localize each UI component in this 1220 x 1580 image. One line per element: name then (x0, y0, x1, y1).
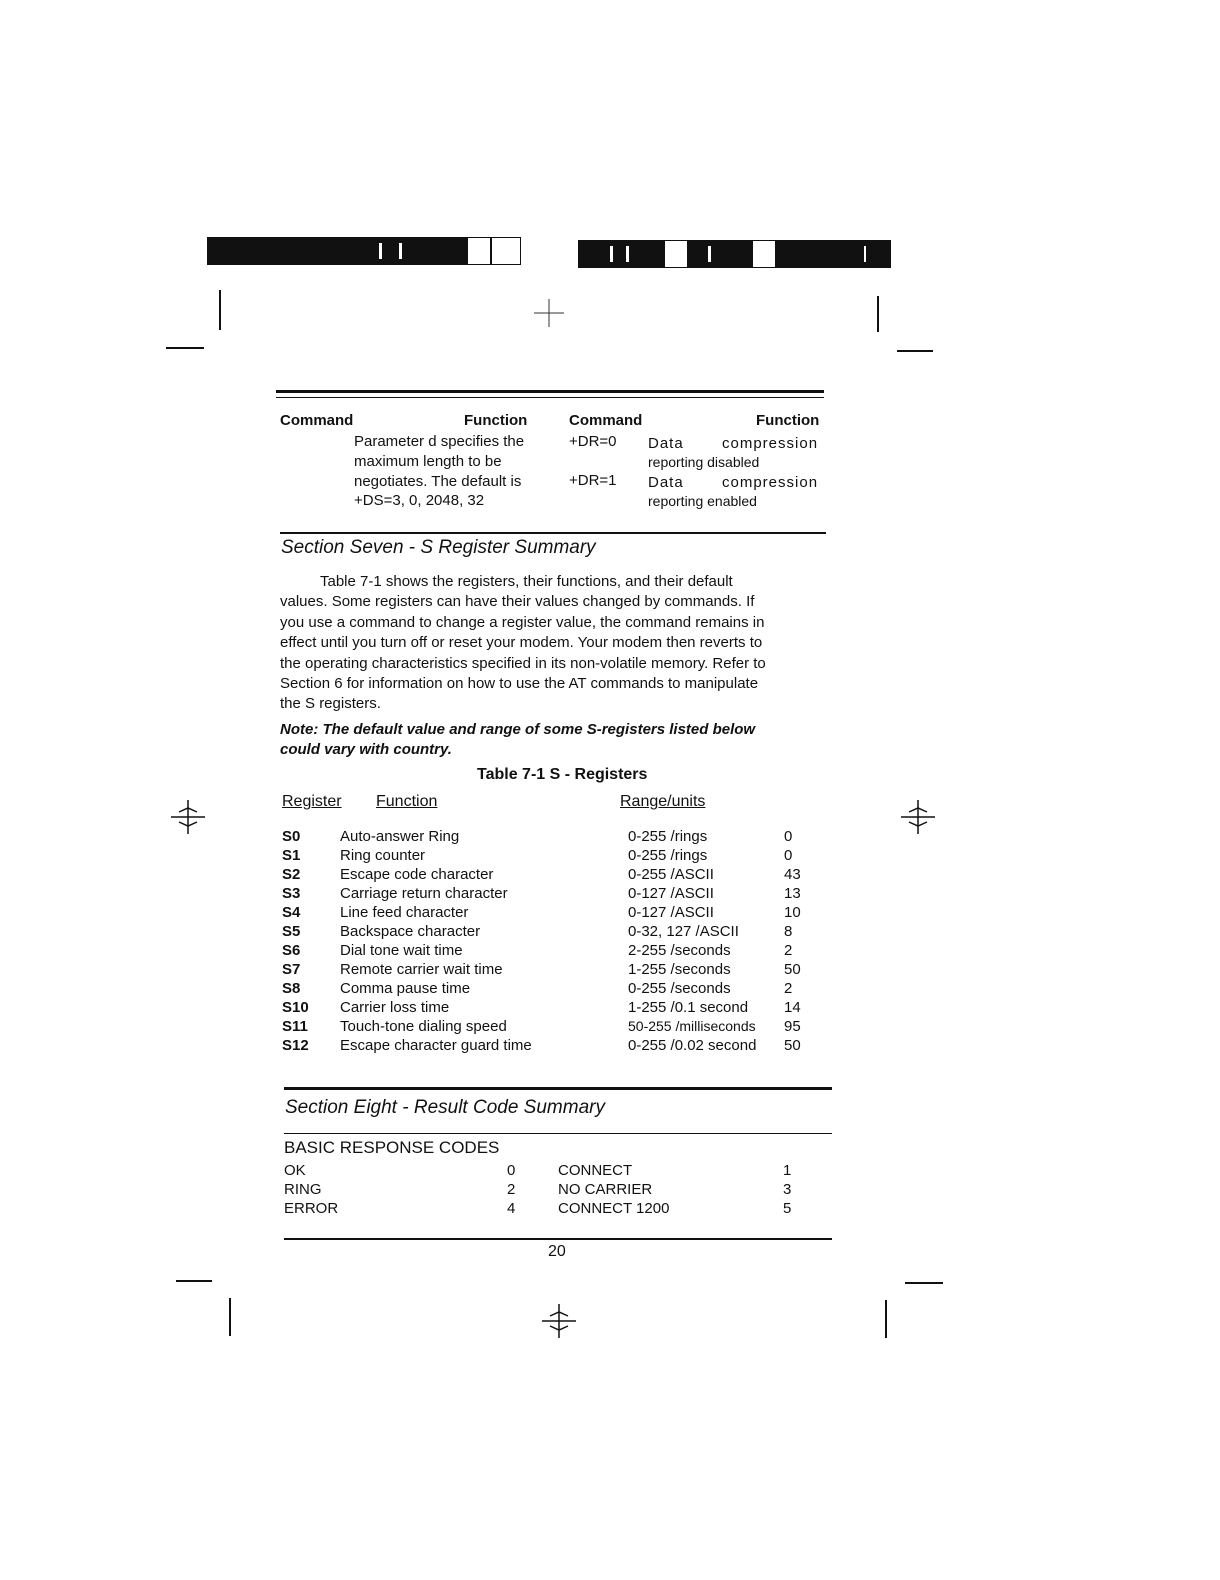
response-name: NO CARRIER (558, 1181, 653, 1198)
registration-crosshair-left-icon (171, 800, 205, 834)
paragraph-line: values. Some registers can have their values changed by commands. If (280, 593, 755, 611)
table-row (284, 1200, 824, 1219)
register-function: Backspace character (340, 923, 481, 940)
left-desc-line: maximum length to be (354, 453, 502, 470)
register-function: Touch-tone dialing speed (340, 1018, 507, 1035)
header-function-1: Function (464, 412, 528, 429)
register-id: S10 (282, 999, 309, 1016)
paragraph-line: effect until you turn off or reset your modem. Your modem then reverts to (280, 634, 763, 652)
section8-subrule (284, 1133, 832, 1134)
registration-crosshair-top-icon (532, 296, 566, 330)
register-range: 1-255 /0.1 second (628, 999, 749, 1016)
register-function: Escape character guard time (340, 1037, 532, 1054)
table-row (280, 904, 820, 923)
register-id: S0 (282, 828, 301, 845)
register-default: 10 (784, 904, 801, 921)
table-row (280, 847, 820, 866)
register-default: 8 (784, 923, 793, 940)
section8-rule (284, 1087, 832, 1090)
right-desc-line: reporting disabled (648, 454, 760, 470)
register-id: S12 (282, 1037, 309, 1054)
register-id: S4 (282, 904, 301, 921)
section8-title: Section Eight - Result Code Summary (285, 1097, 605, 1118)
register-id: S6 (282, 942, 301, 959)
response-name: CONNECT (558, 1162, 633, 1179)
table-title: Table 7-1 S - Registers (477, 766, 648, 783)
crop-mark-top-right-v (877, 296, 879, 332)
response-value: 5 (783, 1200, 792, 1217)
section7-title: Section Seven - S Register Summary (281, 537, 596, 558)
table-row (280, 942, 820, 961)
header-function-2: Function (756, 412, 820, 429)
note-line: could vary with country. (280, 741, 452, 758)
registration-bar-right (578, 240, 891, 268)
crop-mark-bottom-left-v (229, 1298, 231, 1336)
register-range: 2-255 /seconds (628, 942, 731, 959)
response-value: 0 (507, 1162, 516, 1179)
table-row (280, 999, 820, 1018)
registration-crosshair-right-icon (901, 800, 935, 834)
register-range: 0-255 /ASCII (628, 866, 714, 883)
register-function: Carriage return character (340, 885, 508, 902)
note-line: Note: The default value and range of some S-registers listed below (280, 721, 756, 738)
register-function: Line feed character (340, 904, 469, 921)
right-desc-word: Data (648, 435, 684, 452)
left-desc-line: +DS=3, 0, 2048, 32 (354, 492, 485, 509)
section7-paragraph (280, 572, 830, 715)
section7-note (280, 720, 755, 760)
register-function: Dial tone wait time (340, 942, 463, 959)
register-range: 0-127 /ASCII (628, 904, 714, 921)
register-id: S8 (282, 980, 301, 997)
register-function: Comma pause time (340, 980, 471, 997)
paragraph-line: the S registers. (280, 695, 381, 713)
register-default: 0 (784, 847, 793, 864)
response-name: RING (284, 1181, 322, 1198)
register-range: 0-255 /rings (628, 847, 708, 864)
registration-crosshair-bottom-icon (542, 1304, 576, 1338)
crop-mark-bottom-right-h (905, 1282, 943, 1284)
register-function: Escape code character (340, 866, 494, 883)
register-default: 50 (784, 961, 801, 978)
registration-bar-left (207, 237, 520, 265)
column-header-function: Function (376, 793, 438, 810)
right-cmd: +DR=0 (569, 433, 617, 450)
register-range: 0-127 /ASCII (628, 885, 714, 902)
table-row (280, 961, 820, 980)
left-desc-line: Parameter d specifies the (354, 433, 525, 450)
crop-mark-bottom-left-h (176, 1280, 212, 1282)
register-function: Remote carrier wait time (340, 961, 503, 978)
register-default: 43 (784, 866, 801, 883)
register-default: 13 (784, 885, 801, 902)
page-number: 20 (548, 1243, 566, 1260)
table-row (280, 866, 820, 885)
paragraph-line: Table 7-1 shows the registers, their functions, and their default (320, 573, 733, 590)
register-id: S1 (282, 847, 301, 864)
response-name: CONNECT 1200 (558, 1200, 670, 1217)
right-desc-word: Data (648, 474, 684, 491)
register-range: 0-255 /seconds (628, 980, 731, 997)
response-name: ERROR (284, 1200, 339, 1217)
crop-mark-top-left-v (219, 290, 221, 330)
top-rule-thin (276, 397, 824, 398)
crop-mark-top-right-h (897, 350, 933, 352)
register-default: 0 (784, 828, 793, 845)
section7-rule (280, 532, 826, 534)
table-row (280, 1037, 820, 1056)
register-default: 2 (784, 980, 793, 997)
response-value: 4 (507, 1200, 516, 1217)
register-range: 50-255 /milliseconds (628, 1018, 756, 1034)
register-function: Carrier loss time (340, 999, 450, 1016)
paragraph-line: you use a command to change a register value, the command remains in (280, 613, 765, 631)
right-desc-line: reporting enabled (648, 493, 757, 509)
paragraph-line: the operating characteristics specified in its non-volatile memory. Refer to (280, 654, 766, 672)
column-header-range: Range/units (620, 793, 706, 810)
table-row (280, 885, 820, 904)
register-function: Auto-answer Ring (340, 828, 460, 845)
paragraph-line: Section 6 for information on how to use the AT commands to manipulate (280, 675, 759, 693)
left-desc-line: negotiates. The default is (354, 473, 522, 490)
register-id: S11 (282, 1018, 308, 1035)
table-row (280, 1018, 820, 1037)
register-id: S5 (282, 923, 301, 940)
register-default: 95 (784, 1018, 801, 1035)
right-desc-word: compression (722, 435, 819, 452)
table-row (280, 828, 820, 847)
table-row (280, 923, 820, 942)
bottom-rule (284, 1238, 832, 1240)
register-range: 0-255 /0.02 second (628, 1037, 757, 1054)
column-header-register: Register (282, 793, 342, 810)
right-desc-word: compression (722, 474, 819, 491)
register-range: 0-32, 127 /ASCII (628, 923, 739, 940)
register-function: Ring counter (340, 847, 426, 864)
response-codes-heading: BASIC RESPONSE CODES (284, 1138, 500, 1157)
response-name: OK (284, 1162, 306, 1179)
top-rule (276, 390, 824, 393)
response-value: 2 (507, 1181, 516, 1198)
register-default: 50 (784, 1037, 801, 1054)
register-range: 1-255 /seconds (628, 961, 731, 978)
register-default: 14 (784, 999, 801, 1016)
crop-mark-bottom-right-v (885, 1300, 887, 1338)
register-id: S2 (282, 866, 301, 883)
response-value: 1 (783, 1162, 792, 1179)
right-cmd: +DR=1 (569, 472, 617, 489)
header-command-2: Command (569, 412, 643, 429)
register-id: S3 (282, 885, 301, 902)
register-id: S7 (282, 961, 301, 978)
register-default: 2 (784, 942, 793, 959)
table-row (284, 1162, 824, 1181)
register-range: 0-255 /rings (628, 828, 708, 845)
response-value: 3 (783, 1181, 792, 1198)
header-command-1: Command (280, 412, 354, 429)
table-row (284, 1181, 824, 1200)
crop-mark-top-left-h (166, 347, 204, 349)
table-row (280, 980, 820, 999)
